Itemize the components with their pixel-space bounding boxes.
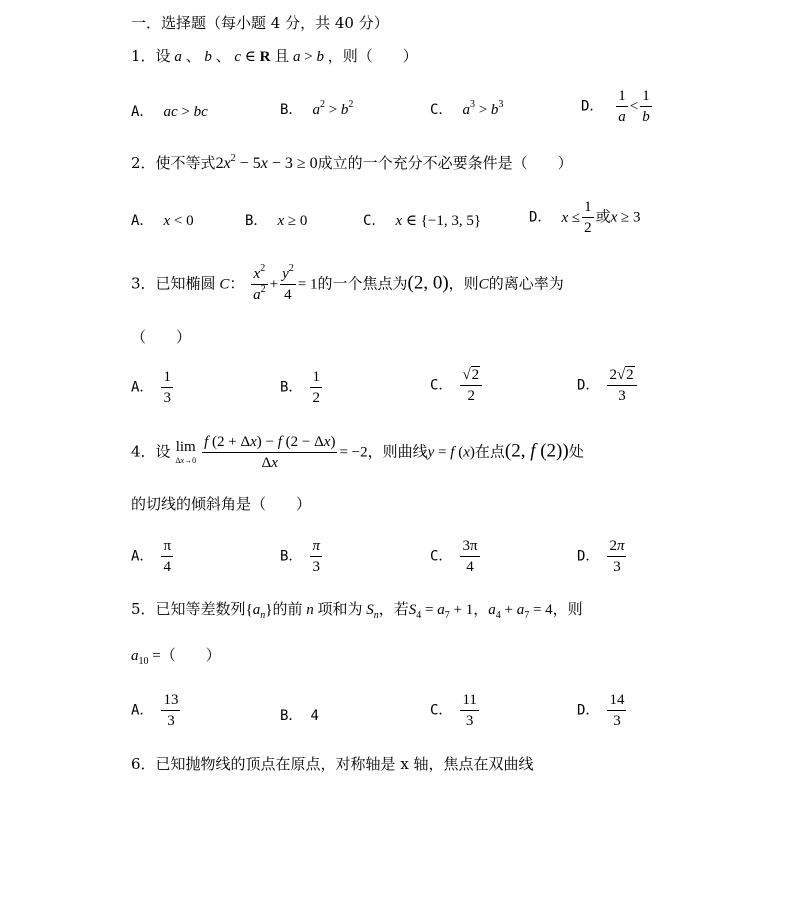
question-3-option-c[interactable]: C． $\frac{√2}{2}$: [430, 367, 484, 404]
question-4-stem-continued: 的切线的倾斜角是（ ）: [131, 495, 312, 513]
question-1-option-d[interactable]: D． $\frac{1}{a}$ < $\frac{1}{b}$: [581, 88, 650, 125]
question-2-stem: 2．使不等式$2x^2 - 5x - 3 \ge 0$成立的一个充分不必要条件是（ ）: [131, 153, 573, 172]
question-5-option-c[interactable]: C． $\frac{11}{3}$: [430, 692, 477, 729]
question-5-stem-continued: $a_{10}$ =（ ）: [131, 646, 221, 667]
question-3-option-b[interactable]: B． $\frac{1}{2}$: [280, 369, 320, 406]
question-4-option-d[interactable]: D． $\frac{2\pi}{3}$: [577, 538, 625, 575]
question-1-stem: 1．设 a 、 b 、 c ∈ R 且 a > b ，则（ ）: [131, 47, 418, 65]
question-5-stem: 5．已知等差数列$\{a_n\}$的前 n 项和为 $S_n$，若$S_4 = a_7 + 1$，$a_4 + a_7 = 4$，则: [131, 600, 583, 621]
question-3-option-a[interactable]: A． $\frac{1}{3}$: [131, 369, 171, 406]
question-2-option-a[interactable]: A． x < 0: [131, 213, 194, 229]
question-1-option-a[interactable]: A． ac > bc: [131, 104, 208, 120]
question-3-option-d[interactable]: D． $\frac{2√2}{3}$: [577, 367, 639, 404]
question-4-option-a[interactable]: A． $\frac{\pi}{4}$: [131, 538, 172, 575]
question-1-option-b[interactable]: B． $a^2 > b^2$: [280, 99, 354, 118]
question-1-number: 1．: [131, 47, 156, 65]
question-3-answer-paren: （ ）: [131, 328, 192, 346]
question-1-text: 设: [155, 47, 171, 65]
question-3-number: 3．: [131, 274, 156, 293]
question-2-number: 2．: [131, 154, 156, 172]
question-6-stem: 6．已知抛物线的顶点在原点，对称轴是 x 轴，焦点在双曲线: [131, 755, 534, 773]
question-5-option-d[interactable]: D． $\frac{14}{3}$: [577, 692, 625, 729]
section-heading: 一．选择题（每小题 4 分，共 40 分）: [131, 14, 389, 32]
question-5-option-b[interactable]: B． 4: [280, 708, 319, 724]
question-2-option-b[interactable]: B． x ≥ 0: [245, 213, 308, 229]
question-3-stem: 3．已知椭圆 C： $\frac{x^2}{a^2}$ + $\frac{y^2}{4}$ = 1的一个焦点为(2, 0)，则C的离心率为: [131, 263, 564, 303]
question-1-option-c[interactable]: C． $a^3 > b^3$: [430, 99, 504, 118]
question-2-option-c[interactable]: C． x ∈ {−1, 3, 5}: [363, 213, 482, 229]
question-5-option-a[interactable]: A． $\frac{13}{3}$: [131, 692, 179, 729]
question-4-option-b[interactable]: B． $\frac{\pi}{3}$: [280, 538, 320, 575]
question-4-stem: 4．设 lim Δx→0 $\frac{f (2 + \Delta x) - f (2 - \Delta x)}{\Delta x}$ = −2，则曲线y = f (x)在点(2, f (2))处: [131, 434, 584, 471]
question-4-number: 4．: [131, 442, 156, 461]
question-4-option-c[interactable]: C． $\frac{3\pi}{4}$: [430, 538, 478, 575]
question-2-option-d[interactable]: D． x ≤ $\frac{1}{2}$ 或x ≥ 3: [529, 199, 641, 236]
question-5-number: 5．: [131, 600, 156, 618]
